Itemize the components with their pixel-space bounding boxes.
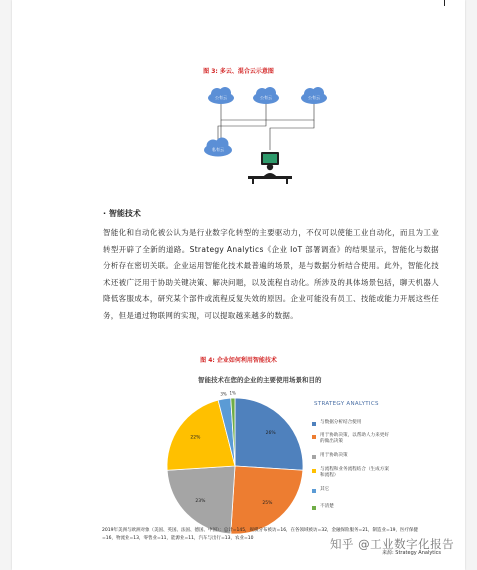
strategy-analytics-logo: STRATEGY ANALYTICS — [314, 401, 379, 407]
pie-chart — [147, 390, 322, 540]
cloud-icon — [253, 87, 279, 104]
legend-label: 与数据分析结合使用 — [320, 420, 362, 425]
slice-value-label: 25% — [262, 501, 273, 507]
legend-item — [312, 453, 420, 459]
legend-label: 不清楚 — [320, 504, 334, 509]
legend-swatch — [312, 506, 316, 510]
cloud-label: 私有云 — [212, 147, 224, 152]
cloud-icon — [204, 138, 232, 157]
chart-title: 智能技术在您的企业的主要使用场景和目的 — [198, 376, 322, 384]
document-page — [12, 0, 465, 570]
pie-chart-svg — [147, 390, 322, 540]
page-edge-mark — [444, 0, 445, 6]
cloud-label: 公有云 — [260, 95, 272, 100]
body-paragraph: 智能化和自动化被公认为是行业数字化转型的主要驱动力，不仅可以使能工业自动化，而且为工业转型开辟了全新的道路。Strategy Analytics《企业 IoT 部署调查》的结果显示，智能化与数据分析存在密切关联。企业运用智能化技术最普遍的场景，是与数据分析结合使用。此外，智能化技术还被广泛用于协助关键决策、解决问题，以及流程自动化。所涉及的具体场景包括，聊天机器人降低客服成本，研究某个部件或流程反复失效的原因。企业可能没有员工、技能或能力开展这些任务，但是通过物联网的实现，可以提取越来越多的数据。 — [103, 228, 439, 320]
legend-label: 用于协助决策 — [320, 453, 348, 458]
legend-label: 与流程和业务流程结合（生成方案和流程） — [320, 467, 389, 478]
slice-value-label: 3% — [220, 391, 227, 397]
legend-swatch — [312, 469, 316, 473]
slice-value-label: 1% — [229, 390, 236, 396]
legend-swatch — [312, 422, 316, 426]
legend-swatch — [312, 489, 316, 493]
legend-item — [312, 467, 390, 479]
slice-value-label: 23% — [195, 499, 206, 505]
legend-swatch — [312, 455, 316, 459]
figure3-caption: 图 3: 多云、混合云示意图 — [203, 68, 274, 75]
chart-footnote: 2019年美洲与欧洲对象（美国、英国、法国、德国、中国）：总计=145，规模分布被访=16，在各领域被访=32，金融保险服务=21，制造业=19，医疗保健=16，物流业=13，零售业=11，能源业=11，汽车与出行=13，农业=10 — [102, 528, 419, 541]
legend-label: 其它 — [320, 487, 330, 492]
section-title: · 智能技术 — [103, 209, 141, 218]
chart-source: 来源: Strategy Analytics — [382, 550, 441, 556]
slice-value-label: 26% — [265, 430, 276, 436]
legend-label: 用于协助决策，以帮助人力来更好的做出决策 — [320, 433, 389, 444]
legend-swatch — [312, 435, 316, 439]
pie-slice — [231, 466, 303, 534]
legend-item — [312, 433, 390, 445]
zhihu-watermark: 知乎 @工业数字化报告 — [330, 537, 455, 551]
figure4-caption: 图 4: 企业如何利用智能技术 — [200, 357, 277, 364]
user-computer-icon — [248, 152, 292, 184]
cloud-icon — [208, 87, 234, 104]
legend-item — [312, 487, 420, 493]
cloud-label: 公有云 — [308, 95, 320, 100]
legend-item — [312, 420, 420, 426]
slice-value-label: 22% — [190, 435, 201, 441]
cloud-label: 公有云 — [215, 95, 227, 100]
legend-item — [312, 504, 420, 510]
cloud-topology-diagram — [12, 76, 465, 186]
cloud-icon — [301, 87, 327, 104]
